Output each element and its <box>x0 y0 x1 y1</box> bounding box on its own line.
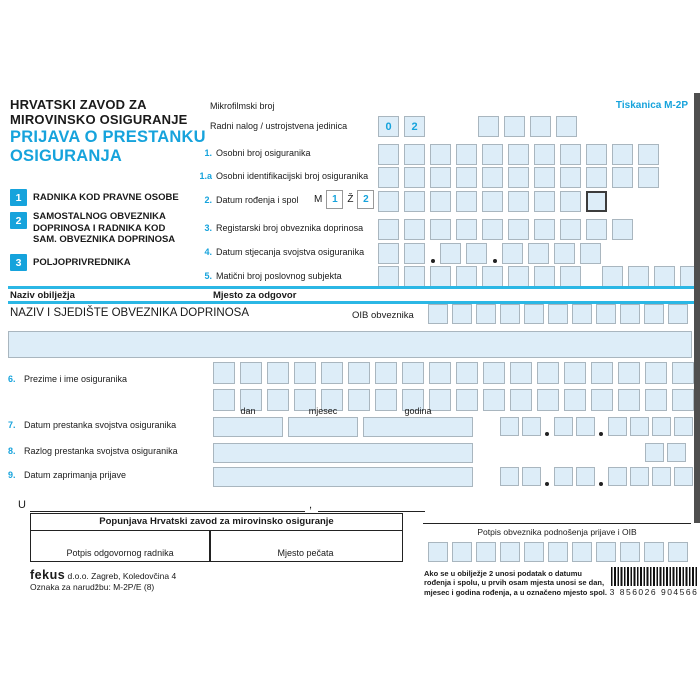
entry-box[interactable] <box>321 362 343 384</box>
entry-box[interactable] <box>612 144 633 165</box>
entry-box[interactable] <box>348 362 370 384</box>
field-label-prezime-ime: Prezime i ime osiguranika <box>24 374 128 384</box>
razlog-code-boxes <box>645 443 689 462</box>
entry-box[interactable] <box>482 144 503 165</box>
entry-box[interactable] <box>404 243 425 264</box>
hzmo-table-body <box>31 531 402 561</box>
naziv-sjediste-input-band[interactable] <box>8 331 692 358</box>
datum-prestanka-boxes <box>500 417 696 436</box>
oib-osiguranika-boxes <box>378 167 664 188</box>
entry-box[interactable] <box>508 167 529 188</box>
insured-type-3-badge: 3 <box>10 254 27 271</box>
org-line1: HRVATSKI ZAVOD ZA <box>10 97 147 112</box>
razlog-input[interactable] <box>213 443 473 463</box>
entry-box[interactable] <box>667 443 686 462</box>
entry-box[interactable] <box>618 362 640 384</box>
ean-barcode <box>611 567 697 586</box>
entry-box[interactable] <box>612 219 633 240</box>
dot-separator <box>545 432 549 436</box>
entry-box[interactable] <box>500 417 519 436</box>
entry-box[interactable] <box>608 467 627 486</box>
column-header-mjesto: Mjesto za odgovor <box>213 290 297 301</box>
entry-box[interactable] <box>638 144 659 165</box>
entry-box[interactable] <box>456 266 477 287</box>
title-line2: OSIGURANJA <box>10 146 123 165</box>
gender-female-code-box: 2 <box>357 190 374 209</box>
entry-box[interactable] <box>596 542 616 562</box>
order-code: Oznaka za narudžbu: M-2P/E (8) <box>30 582 155 592</box>
entry-box[interactable] <box>502 243 523 264</box>
title-line1: PRIJAVA O PRESTANKU <box>10 128 206 146</box>
entry-box[interactable] <box>522 417 541 436</box>
place-prefix: U <box>18 499 26 511</box>
entry-box[interactable] <box>668 304 688 324</box>
insured-type-2-label <box>33 211 175 246</box>
entry-box[interactable] <box>537 362 559 384</box>
entry-box[interactable] <box>554 417 573 436</box>
entry-box[interactable] <box>482 266 503 287</box>
entry-box[interactable] <box>638 167 659 188</box>
entry-box[interactable] <box>378 191 399 212</box>
entry-box[interactable] <box>576 467 595 486</box>
field-label-datum-rodjenja: Datum rođenja i spol <box>216 195 299 205</box>
entry-box[interactable] <box>530 116 551 137</box>
entry-box[interactable] <box>560 219 581 240</box>
field-number: 4. <box>204 247 212 257</box>
gender-female-label: Ž <box>347 194 354 205</box>
entry-box[interactable] <box>430 266 451 287</box>
field-number: 2. <box>204 195 212 205</box>
field-number: 3. <box>204 223 212 233</box>
entry-box[interactable] <box>548 304 568 324</box>
registarski-broj-boxes <box>378 219 638 240</box>
entry-box[interactable] <box>510 362 532 384</box>
entry-box[interactable] <box>483 362 505 384</box>
place-write-line[interactable] <box>30 510 305 512</box>
entry-box[interactable] <box>580 243 601 264</box>
entry-box[interactable] <box>524 542 544 562</box>
date-label-mjesec: mjesec <box>308 406 338 416</box>
entry-box[interactable] <box>554 243 575 264</box>
entry-box[interactable] <box>466 243 487 264</box>
maticni-broj-boxes <box>378 266 700 287</box>
entry-box[interactable] <box>378 219 399 240</box>
entry-box[interactable] <box>586 167 607 188</box>
entry-box[interactable] <box>586 144 607 165</box>
entry-box[interactable] <box>528 243 549 264</box>
field-label-datum-prestanka: Datum prestanka svojstva osiguranika <box>24 420 177 430</box>
mjesec-input[interactable] <box>288 417 358 437</box>
entry-box[interactable] <box>452 304 472 324</box>
prefilled-box: 2 <box>404 116 425 137</box>
entry-box[interactable] <box>672 389 694 411</box>
entry-box[interactable] <box>630 467 649 486</box>
entry-box[interactable] <box>560 266 581 287</box>
entry-box[interactable] <box>572 542 592 562</box>
datum-rodjenja-spol-boxes <box>378 191 612 212</box>
entry-box[interactable] <box>608 417 627 436</box>
entry-box[interactable] <box>591 389 613 411</box>
entry-box[interactable] <box>602 266 623 287</box>
signature-oib-boxes <box>428 542 692 562</box>
insured-type-3-label: POLJOPRIVREDNIKA <box>33 257 131 268</box>
printer-info <box>30 568 176 582</box>
entry-box[interactable] <box>428 304 448 324</box>
entry-box[interactable] <box>620 304 640 324</box>
field-number: 7. <box>8 420 16 430</box>
entry-box[interactable] <box>534 266 555 287</box>
entry-box[interactable] <box>428 542 448 562</box>
entry-box[interactable] <box>452 542 472 562</box>
entry-box[interactable] <box>267 362 289 384</box>
entry-box[interactable] <box>560 144 581 165</box>
entry-box[interactable] <box>672 362 694 384</box>
entry-box[interactable] <box>654 266 675 287</box>
entry-box[interactable] <box>456 167 477 188</box>
entry-box[interactable] <box>612 167 633 188</box>
entry-box[interactable] <box>404 191 425 212</box>
field-number: 1. <box>204 148 212 158</box>
date-write-line[interactable] <box>318 510 425 512</box>
naziv-sjediste-label: NAZIV I SJEDIŠTE OBVEZNIKA DOPRINOSA <box>10 307 249 319</box>
instruction-note: Ako se u obilježje 2 unosi podatak o datumu rođenja i spolu, u prvih osam mjesta unosi se dan, mjesec i godina rođenja, a u označeno mjesto spol. <box>424 569 607 597</box>
entry-box[interactable] <box>576 417 595 436</box>
prefilled-box: 0 <box>378 116 399 137</box>
field-label-registarski-broj: Registarski broj obveznika doprinosa <box>216 223 364 233</box>
organization-name <box>10 98 188 127</box>
entry-box[interactable] <box>534 219 555 240</box>
entry-box[interactable] <box>456 219 477 240</box>
signature-clerk-label: Potpis odgovornog radnika <box>66 548 174 558</box>
entry-box[interactable] <box>522 467 541 486</box>
stamp-place-label: Mjesto pečata <box>277 548 334 558</box>
entry-box[interactable] <box>508 266 529 287</box>
entry-box[interactable] <box>430 191 451 212</box>
entry-box[interactable] <box>294 362 316 384</box>
field-label-razlog-prestanka: Razlog prestanka svojstva osiguranika <box>24 446 178 456</box>
entry-box[interactable] <box>564 362 586 384</box>
entry-box[interactable] <box>478 116 499 137</box>
entry-box[interactable] <box>430 167 451 188</box>
entry-box[interactable] <box>476 542 496 562</box>
entry-box[interactable] <box>556 116 577 137</box>
entry-box[interactable] <box>548 542 568 562</box>
field-label-maticni-broj: Matični broj poslovnog subjekta <box>216 271 342 281</box>
entry-box[interactable] <box>644 304 664 324</box>
gender-legend <box>314 190 374 209</box>
dot-separator <box>431 259 435 263</box>
oib-obveznika-boxes <box>428 304 692 324</box>
entry-box[interactable] <box>476 304 496 324</box>
gender-male-code-box: 1 <box>326 190 343 209</box>
entry-box[interactable] <box>500 304 520 324</box>
prezime-ime-boxes-row1 <box>213 362 699 384</box>
hzmo-office-table <box>30 513 403 562</box>
signature-line[interactable] <box>423 523 691 524</box>
entry-box[interactable] <box>524 304 544 324</box>
dot-separator <box>599 432 603 436</box>
entry-box[interactable] <box>404 266 425 287</box>
entry-box[interactable] <box>240 362 262 384</box>
hzmo-table-header: Popunjava Hrvatski zavod za mirovinsko osiguranje <box>31 514 402 531</box>
entry-box[interactable] <box>674 417 693 436</box>
form-code: Tiskanica M-2P <box>615 100 688 111</box>
insured-type-1-label: RADNIKA KOD PRAVNE OSOBE <box>33 192 179 203</box>
field-number: 1.a <box>199 171 212 181</box>
microfilm-label: Mikrofilmski broj <box>210 101 275 111</box>
entry-box[interactable] <box>618 389 640 411</box>
oib-obveznika-label: OIB obveznika <box>352 310 414 321</box>
field-number: 8. <box>8 446 16 456</box>
entry-box[interactable] <box>572 304 592 324</box>
datum-zaprimanja-boxes <box>500 467 696 486</box>
work-order-label: Radni nalog / ustrojstvena jedinica <box>210 121 348 131</box>
entry-box[interactable] <box>402 362 424 384</box>
entry-box[interactable] <box>534 167 555 188</box>
entry-box[interactable] <box>483 389 505 411</box>
entry-box[interactable] <box>652 417 671 436</box>
entry-box[interactable] <box>645 443 664 462</box>
entry-box[interactable] <box>620 542 640 562</box>
field-label-oib-osiguranika: Osobni identifikacijski broj osiguranika <box>216 171 369 181</box>
osobni-broj-boxes <box>378 144 664 165</box>
entry-box[interactable] <box>404 219 425 240</box>
entry-box[interactable] <box>645 362 667 384</box>
entry-box[interactable] <box>430 219 451 240</box>
entry-box[interactable] <box>586 219 607 240</box>
field-number: 5. <box>204 271 212 281</box>
entry-box[interactable] <box>510 389 532 411</box>
field-label-datum-stjecanja: Datum stjecanja svojstva osiguranika <box>216 247 365 257</box>
entry-box[interactable] <box>630 417 649 436</box>
entry-box[interactable] <box>213 362 235 384</box>
entry-box[interactable] <box>534 191 555 212</box>
field-number: 9. <box>8 470 16 480</box>
signature-label: Potpis obveznika podnošenja prijave i OIB <box>477 527 637 537</box>
entry-box[interactable] <box>456 144 477 165</box>
insured-type-2-line2: DOPRINOSA I RADNIKA KOD <box>33 222 166 234</box>
entry-box[interactable] <box>537 389 559 411</box>
entry-box[interactable] <box>378 144 399 165</box>
insured-type-2-line3: SAM. OBVEZNIKA DOPRINOSA <box>33 234 176 245</box>
dot-separator <box>545 482 549 486</box>
entry-box[interactable] <box>591 362 613 384</box>
entry-box[interactable] <box>554 467 573 486</box>
date-label-godina: godina <box>404 406 432 416</box>
entry-box[interactable] <box>560 191 581 212</box>
entry-box[interactable] <box>378 243 399 264</box>
entry-box[interactable] <box>482 167 503 188</box>
entry-box[interactable] <box>674 467 693 486</box>
entry-box[interactable] <box>534 144 555 165</box>
entry-box[interactable] <box>564 389 586 411</box>
printer-address: d.o.o. Zagreb, Koledovčina 4 <box>67 571 177 581</box>
entry-box[interactable] <box>560 167 581 188</box>
barcode-number: 3 856026 904566 <box>609 587 699 597</box>
work-order-boxes <box>378 116 582 137</box>
entry-box[interactable] <box>508 219 529 240</box>
place-comma: , <box>309 499 313 511</box>
page-edge-shadow <box>694 93 700 523</box>
entry-box[interactable] <box>375 362 397 384</box>
entry-box[interactable] <box>644 542 664 562</box>
dot-separator <box>599 482 603 486</box>
printer-brand: fekus <box>30 568 66 582</box>
entry-box[interactable] <box>430 144 451 165</box>
entry-box[interactable] <box>440 243 461 264</box>
gender-male-label: M <box>314 194 323 205</box>
entry-box[interactable] <box>508 191 529 212</box>
field-label-datum-zaprimanja: Datum zaprimanja prijave <box>24 470 127 480</box>
entry-box[interactable] <box>456 191 477 212</box>
datum-zaprimanja-input[interactable] <box>213 467 473 487</box>
entry-box[interactable] <box>456 362 478 384</box>
form-title <box>10 128 206 165</box>
org-line2: MIROVINSKO OSIGURANJE <box>10 111 188 127</box>
entry-box[interactable] <box>628 266 649 287</box>
entry-box[interactable] <box>429 362 451 384</box>
entry-box[interactable] <box>596 304 616 324</box>
dot-separator <box>493 259 497 263</box>
gender-entry-box[interactable] <box>586 191 607 212</box>
insured-type-2-badge: 2 <box>10 212 27 229</box>
insured-type-2-line1: SAMOSTALNOG OBVEZNIKA <box>33 211 166 222</box>
entry-box[interactable] <box>504 116 525 137</box>
entry-box[interactable] <box>500 467 519 486</box>
entry-box[interactable] <box>508 144 529 165</box>
entry-box[interactable] <box>668 542 688 562</box>
datum-stjecanja-boxes <box>378 243 606 264</box>
field-number: 6. <box>8 374 16 384</box>
entry-box[interactable] <box>482 219 503 240</box>
entry-box[interactable] <box>378 167 399 188</box>
entry-box[interactable] <box>404 144 425 165</box>
entry-box[interactable] <box>378 266 399 287</box>
dan-input[interactable] <box>213 417 283 437</box>
entry-box[interactable] <box>645 389 667 411</box>
divider-rule-top <box>8 286 694 289</box>
entry-box[interactable] <box>482 191 503 212</box>
entry-box[interactable] <box>652 467 671 486</box>
field-label-osobni-broj: Osobni broj osiguranika <box>216 148 311 158</box>
insured-type-1-badge: 1 <box>10 189 27 206</box>
column-header-naziv: Naziv obilježja <box>10 290 75 301</box>
entry-box[interactable] <box>404 167 425 188</box>
entry-box[interactable] <box>500 542 520 562</box>
date-label-dan: dan <box>240 406 256 416</box>
godina-input[interactable] <box>363 417 473 437</box>
